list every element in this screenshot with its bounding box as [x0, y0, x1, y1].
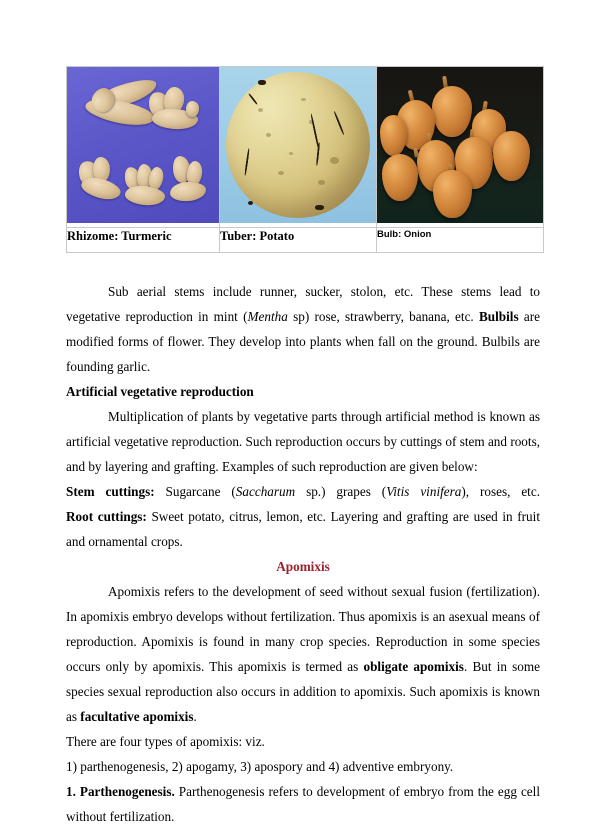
onion-bulbs-photo	[377, 67, 543, 223]
heading-apomixis: Apomixis	[276, 559, 330, 574]
figure-caption-cell-turmeric	[67, 228, 220, 253]
species-name-saccharum: Saccharum	[235, 484, 296, 499]
potato-body	[226, 72, 370, 219]
stem-cuttings-text-1: Sugarcane (	[154, 484, 236, 499]
paragraph-apomixis	[66, 579, 540, 729]
figure-caption-turmeric: Rhizome: Turmeric	[67, 229, 172, 243]
stem-cuttings-text-3: ), roses, etc.	[461, 484, 540, 499]
turmeric-rhizomes-photo	[67, 67, 219, 223]
label-stem-cuttings: Stem cuttings:	[66, 484, 155, 499]
term-bulbils: Bulbils	[479, 309, 519, 324]
label-parthenogenesis: 1. Parthenogenesis.	[66, 784, 175, 799]
paragraph-multiplication: Multiplication of plants by vegetative parts through artificial method is known as artificial vegetative reproduction. Such reproduction occurs by cuttings of stem and roots, and by layering and grafting. Examples of such reproduction are given below:	[66, 409, 540, 474]
figure-caption-cell-onion	[377, 228, 544, 253]
paragraph-root-cuttings	[66, 504, 540, 554]
potato-tuber-photo	[220, 67, 376, 223]
parthenogenesis-text: Parthenogenesis refers to development of embryo from the egg cell without fertilization.	[66, 784, 540, 824]
line-apomixis-type-list: 1) parthenogenesis, 2) apogamy, 3) apospory and 4) adventive embryony.	[66, 759, 454, 774]
figure-caption-cell-potato	[220, 228, 377, 253]
figure-caption-onion: Bulb: Onion	[377, 229, 432, 240]
stem-cuttings-text-2: sp.) grapes (	[295, 484, 387, 499]
root-cuttings-text: Sweet potato, citrus, lemon, etc. Layering and grafting are used in fruit and ornamental crops.	[66, 509, 540, 549]
para-apomixis-text-1: Apomixis refers to the development of seed without sexual fusion (fertilization). In apomixis embryo develops without fertilization. Thus apomixis is an asexual means of reproduction. Apomixis is found in many crop species. Reproduction in some species occurs only by apomixis. This apomixis is termed as	[66, 584, 540, 674]
figure-image-row	[67, 67, 544, 228]
paragraph-parthenogenesis	[66, 779, 540, 829]
document-body	[66, 279, 540, 829]
heading-artificial-vegetative-reproduction: Artificial vegetative reproduction	[66, 384, 254, 399]
para-sub-aerial-text-3: are modified forms of flower. They develop into plants when fall on the ground. Bulbils are founding garlic.	[66, 309, 540, 374]
species-name-vitis-vinifera: Vitis vinifera	[386, 484, 462, 499]
figure-caption-row	[67, 228, 544, 253]
label-root-cuttings: Root cuttings:	[66, 509, 147, 524]
term-facultative-apomixis: facultative apomixis	[80, 709, 194, 724]
para-apomixis-text-3: .	[193, 709, 197, 724]
line-four-types-of-apomixis: There are four types of apomixis: viz.	[66, 734, 265, 749]
figure-cell-onion	[377, 67, 544, 228]
figure-table	[66, 66, 544, 253]
species-name-mentha: Mentha	[247, 309, 288, 324]
line-stem-cuttings	[66, 479, 540, 504]
paragraph-sub-aerial-stems	[66, 279, 540, 379]
figure-cell-potato	[220, 67, 377, 228]
figure-cell-turmeric	[67, 67, 220, 228]
term-obligate-apomixis: obligate apomixis	[363, 659, 464, 674]
para-apomixis-text-2: . But in some species sexual reproduction also occurs in addition to apomixis. Such apomixis is known as	[66, 659, 540, 724]
para-sub-aerial-text-1: Sub aerial stems include runner, sucker, stolon, etc. These stems lead to vegetative reproduction in mint (	[66, 284, 540, 324]
figure-caption-potato: Tuber: Potato	[220, 229, 295, 243]
para-sub-aerial-text-2: sp) rose, strawberry, banana, etc.	[287, 309, 480, 324]
